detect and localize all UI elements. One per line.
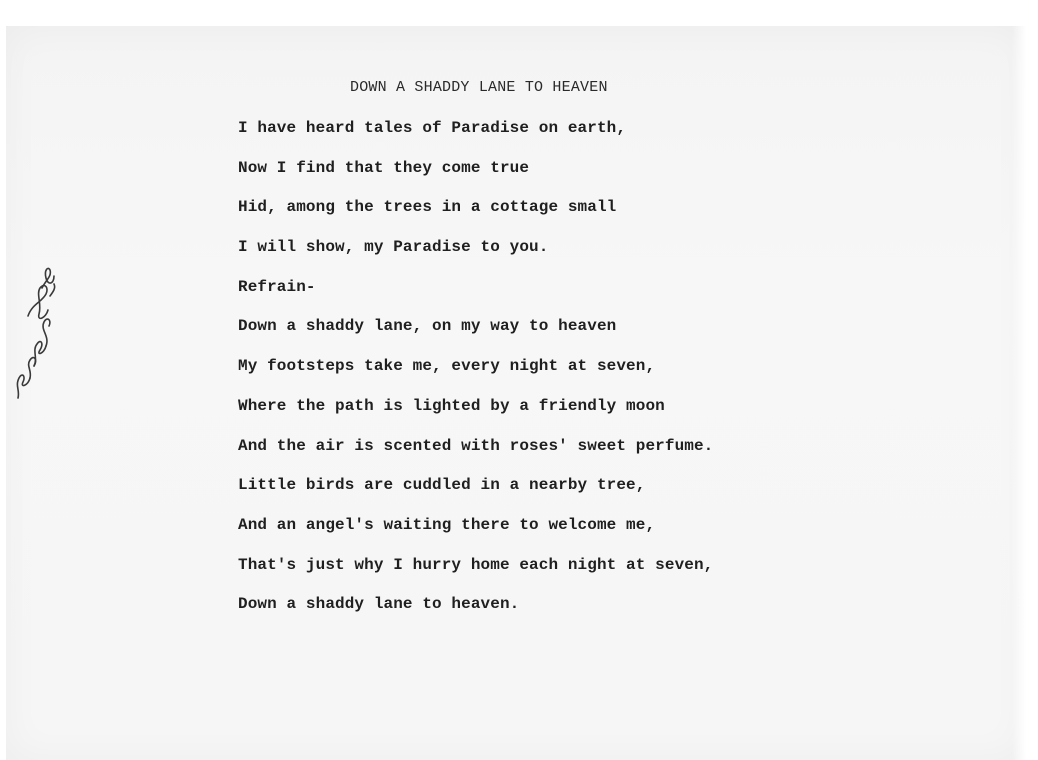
handwritten-margin-note — [6, 258, 66, 408]
song-title: DOWN A SHADDY LANE TO HEAVEN — [350, 79, 608, 96]
lyrics — [238, 113, 713, 629]
lyric-line: My footsteps take me, every night at seven, — [238, 357, 656, 376]
page-edge — [1012, 26, 1026, 760]
lyric-line: Hid, among the trees in a cottage small — [238, 198, 617, 217]
lyric-line: Where the path is lighted by a friendly moon — [238, 396, 665, 415]
lyric-line: I will show, my Paradise to you. — [238, 238, 549, 257]
lyric-line: Now I find that they come true — [238, 158, 530, 177]
lyric-line: I have heard tales of Paradise on earth, — [238, 119, 627, 137]
lyric-line: Down a shaddy lane to heaven. — [238, 595, 520, 614]
lyric-line: Down a shaddy lane, on my way to heaven — [238, 317, 617, 336]
lyric-line: That's just why I hurry home each night at seven, — [238, 555, 714, 574]
typed-page — [6, 26, 1026, 760]
lyric-line: Little birds are cuddled in a nearby tree, — [238, 476, 646, 495]
lyric-line: And an angel's waiting there to welcome me, — [238, 515, 656, 534]
refrain-label: Refrain- — [238, 277, 316, 296]
lyric-line: And the air is scented with roses' sweet perfume. — [238, 436, 714, 455]
